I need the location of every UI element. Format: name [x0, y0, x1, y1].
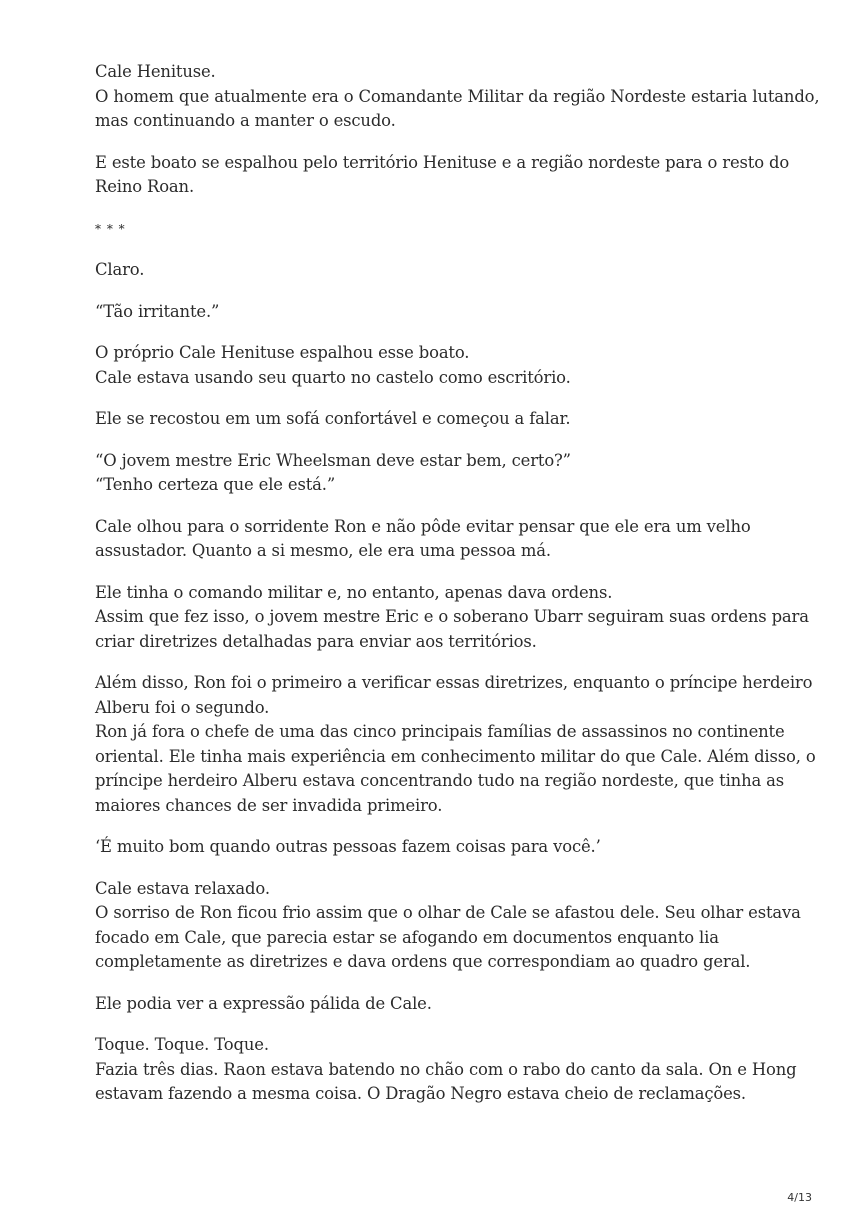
paragraph [95, 1033, 797, 1107]
text-line: ‘É muito bom quando outras pessoas fazem coisas para você.’ [95, 837, 601, 856]
text-line: Ron já fora o chefe de uma das cinco principais famílias de assassinos no continente [95, 722, 785, 741]
text-line: Ele tinha o comando militar e, no entanto, apenas dava ordens. [95, 582, 613, 602]
text-line: “O jovem mestre Eric Wheelsman deve estar bem, certo?” [95, 450, 571, 470]
text-line: O homem que atualmente era o Comandante Militar da região Nordeste estaria lutando, [95, 86, 820, 106]
text-line: Cale olhou para o sorridente Ron e não pôde evitar pensar que ele era um velho [95, 516, 751, 536]
text-line: Claro. [95, 260, 145, 279]
text-line: Cale Henituse. [95, 62, 216, 81]
paragraph [95, 300, 785, 325]
text-line: príncipe herdeiro Alberu estava concentrando tudo na região nordeste, que tinha as [95, 771, 785, 790]
text-line: E este boato se espalhou pelo território Henituse e a região nordeste para o resto do [95, 152, 790, 172]
text-line: “Tenho certeza que ele está.” [95, 475, 336, 494]
text-line: maiores chances de ser invadida primeiro. [95, 795, 443, 815]
text-line: Reino Roan. [95, 177, 195, 196]
paragraph [95, 835, 785, 860]
scene-break [95, 217, 785, 242]
paragraph [95, 581, 809, 655]
text-line: criar diretrizes detalhadas para enviar aos territórios. [95, 631, 537, 651]
text-line: “Tão irritante.” [95, 301, 220, 321]
paragraph [95, 449, 785, 498]
text-line: O sorriso de Ron ficou frio assim que o olhar de Cale se afastou dele. Seu olhar estava [95, 903, 801, 922]
text-line: Toque. Toque. Toque. [95, 1035, 269, 1054]
text-line: completamente as diretrizes e dava ordens que correspondiam ao quadro geral. [95, 952, 751, 971]
text-line: Fazia três dias. Raon estava batendo no chão com o rabo do canto da sala. On e Hong [95, 1059, 797, 1079]
page-number: 4/13 [787, 1191, 812, 1204]
text-line: mas continuando a manter o escudo. [95, 111, 396, 130]
paragraph [95, 407, 785, 432]
paragraph [95, 671, 816, 818]
text-line: Cale estava usando seu quarto no castelo como escritório. [95, 367, 571, 387]
text-line: Cale estava relaxado. [95, 878, 270, 898]
text-line: O próprio Cale Henituse espalhou esse boato. [95, 343, 470, 362]
text-line: Ele se recostou em um sofá confortável e começou a falar. [95, 409, 571, 428]
text-line: Assim que fez isso, o jovem mestre Eric e o soberano Ubarr seguiram suas ordens para [95, 607, 809, 626]
text-line: Ele podia ver a expressão pálida de Cale. [95, 993, 432, 1013]
scene-break-stars: * * * [95, 221, 126, 236]
paragraph [95, 992, 785, 1017]
text-line: focado em Cale, que parecia estar se afogando em documentos enquanto lia [95, 927, 719, 947]
paragraph [95, 151, 790, 200]
paragraph [95, 877, 801, 975]
text-line: Além disso, Ron foi o primeiro a verificar essas diretrizes, enquanto o príncipe herdeiro [95, 673, 813, 692]
text-line: oriental. Ele tinha mais experiência em conhecimento militar do que Cale. Além disso, o [95, 746, 816, 766]
paragraph [95, 258, 785, 283]
paragraph [95, 515, 785, 564]
text-line: estavam fazendo a mesma coisa. O Dragão Negro estava cheio de reclamações. [95, 1084, 746, 1103]
paragraph [95, 60, 820, 134]
text-line: assustador. Quanto a si mesmo, ele era uma pessoa má. [95, 541, 551, 560]
text-line: Alberu foi o segundo. [95, 697, 270, 717]
paragraph [95, 341, 785, 390]
document-body [95, 60, 820, 1124]
